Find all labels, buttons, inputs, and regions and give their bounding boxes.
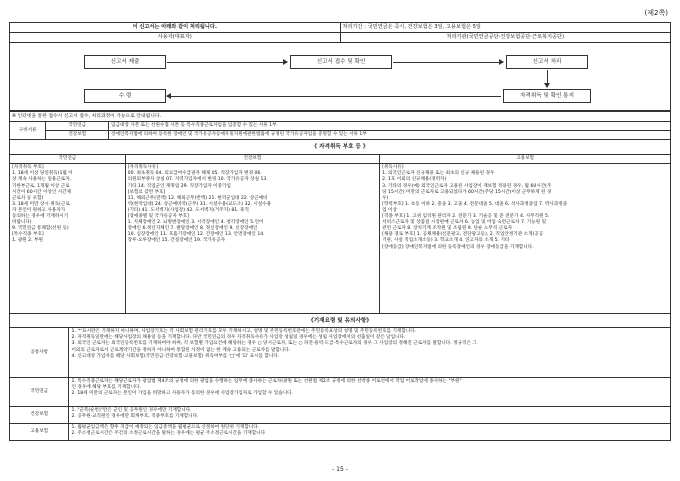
text-line: 2. 공무원·교직원인 경우에만 회계부호, 직종부호를 기재합니다.	[71, 414, 199, 420]
text-line: 2. 18세 미만의 근로자는 본인이 가입을 희망하고 사용자가 동의한 경우에 사업장가입자로 가입할 수 있습니다.	[71, 391, 293, 397]
doc-health-label: 건강보험	[46, 131, 109, 140]
text-line: 관련 근로자 8. 장치기계 조작원 및 조립원 9. 단순 노무직 근로자	[382, 226, 513, 232]
text-line: 서비스근로자 및 상품점 시장판매 근로자 6. 농업 및 어업 숙련근로자 7. 기능원 및	[382, 220, 547, 226]
doc-pension-label: 국민연금	[46, 122, 109, 131]
flow-step-receipt: 수 령	[84, 89, 166, 103]
inst-health-lines	[71, 408, 668, 420]
text-line: 바랍니다)	[12, 220, 32, 226]
text-line: 3. 외국인 근로자는 외국인등록번호를 기재하여야 하며, 각 보험별 가입요건에 해당하는 경우 ○ 당시근로자, 또는 ○ 파견·용역·도급·특수근로자의 경우 그 사업장의 정해진 근로자를 말합니다. 정규직은 그	[71, 341, 477, 347]
text-line: 인 경우에 해당 부호를 기재합니다.	[71, 385, 141, 391]
text-line: 업 이상	[382, 207, 397, 213]
required-documents	[9, 111, 671, 140]
text-line: [장애종별 및 국가유공자 부호]	[127, 214, 189, 220]
text-line: 2. 주소정근로시간은 주간의 소정근로시간을 말하는 경우에는 평균 주소정근로시간을 기재합니다	[71, 431, 266, 437]
codes-employment-header: 고용보험	[380, 155, 671, 164]
instructions-title: 《기재요령 및 유의사항》	[9, 314, 671, 327]
text-line: 기타 14. 직업군인 재취업 29. 직장가입자 이중가입	[127, 183, 231, 189]
codes-employment-cell	[380, 164, 671, 314]
text-line: [자격취득사유]	[127, 165, 158, 171]
doc-health-text: 장애인복지법에 의하여 등록한 장애인 및 국가유공자등예우및지원에관한법률에 규정된 국가유공자임을 증명할 수 있는 서류 1부	[109, 131, 671, 140]
applicant-label: 사용자(대표자)	[10, 33, 341, 43]
codes-table	[9, 154, 671, 314]
common-lines	[71, 329, 668, 359]
page-title: 이 신고서는 아래와 같이 처리됩니다.	[10, 23, 341, 33]
text-line: [특수직종 부호]	[12, 232, 44, 238]
form-number: (제2쪽)	[644, 9, 668, 17]
text-line: 1. 외국인근로자 신규채용 또는 최초의 신규 채용된 경우	[382, 171, 495, 177]
text-line: 1. "군복(순번)"란은 군인 및 공무원인 경우에만 기재합니다.	[71, 408, 192, 414]
codes-health-header: 건강보험	[125, 155, 379, 164]
flow-step-receive: 신고서 접수 및 확인	[290, 55, 392, 69]
text-line: 시간이 60시간 이상인 시간제	[12, 189, 72, 195]
flow-step-notify: 자격취득 및 확인 통지	[503, 89, 591, 103]
processing-period: 처리기간 : 국민연금은 즉시, 건강보험은 3일, 고용보험은 5일	[340, 23, 671, 33]
text-line: [채용 경로 부호] 1. 공채채용(신문광고, 전단광고등), 2. 직업안정기관 소개(공공	[382, 232, 544, 238]
pension-code-lines	[12, 165, 123, 244]
text-line: 1. '*'표시란은 기재하지 아니하며, 사업장기호는 각 사회보험 관리기호를 모두 기재하시고, 성명 및 주민등록번호란에는 주민등록표상의 성명 및 주민등록번호를 기재합니다.	[71, 329, 417, 335]
inst-employment-lines	[71, 425, 668, 437]
text-line: 1. 특수직종근로자는 해당근로자가 광업법 제4조의 규정에 의한 광업을 수행하는 업무에 종사하는 근로자(광원 또는 선원법 제2조 규정에 의한 선박종 어로선에서 작업 어로작업에 종사하는 "부원"	[71, 379, 462, 385]
text-line: 우)	[382, 195, 389, 201]
text-line: 4. 신고대상 가입자를 해당 사회보험(국민연금·건강보험·고용보험) 취득여부를 '□'에 '☑' 표시를 합니다.	[71, 353, 280, 359]
agency-label: 처리기관(국민연금공단·건강보험공단·근로복지공단)	[340, 33, 671, 43]
doc-pension-text: 임금대장 사본 또는 선원수첩 사본 등 특수직종근로자임을 입증할 수 있는 서류 1부	[109, 122, 671, 131]
instructions-table	[9, 327, 671, 441]
text-line: 동의하는 경우에 기재하시기	[12, 214, 69, 220]
inst-employment-label: 고용보험	[10, 424, 69, 441]
text-line: 역(현역입대) 24. 상근예비역(근무) 31. 시설수용(교도소) 32. 시설수용	[127, 201, 272, 207]
form-page	[9, 22, 671, 441]
text-line: [학력부호] 1. 초등 이하 2. 중졸 3. 고졸 4. 전문대졸 5. 대졸 6. 석사과정졸업 7. 박사과정졸	[382, 201, 568, 207]
process-flow	[9, 43, 671, 111]
text-line: 장애인 6.정신지체인 7. 발달장애인 8. 정신장애인 9. 신장장애인	[127, 226, 258, 232]
flow-arrow-right-1	[167, 62, 287, 63]
text-line: 기한부근로, 1개월 이상 근로	[12, 183, 70, 189]
text-line: 의원외부양자 상실 07. 지역가입자에서 변경 10. 국가유공자 상실 13.	[127, 177, 268, 183]
text-line: 자 본인이 원하고 사용자가	[12, 207, 66, 213]
page-number: - 15 -	[332, 466, 348, 473]
text-line: 근로자 등 포함)	[12, 195, 44, 201]
text-line: [취득사유]	[382, 165, 404, 171]
text-line: [직종 부호] 1. 고위 임직원 관리자 2. 전문가 3. 기술공 및 준 전문가 4. 사무직원 5.	[382, 214, 550, 220]
text-line: 10. 심장장애인 11. 호흡기장애인 12. 간장애인 13. 안면장애인 14.	[127, 232, 265, 238]
text-line: 2. 자격취득일란에는 해당사업장의 채용일 등을 기재합니다. 다만 국민연금의 경우 자격취득사유가 사업장 성립일 경우에는 성립 사업장에서의 선출일이 같은 날입니다.	[71, 335, 406, 341]
text-line: 11. 해외근무(전액) 12. 해외근무(반액) 21. 현역군입대 22. 상근예비	[127, 195, 268, 201]
text-line: 상 계속 사용하는 일용근로자,	[12, 177, 72, 183]
codes-pension-cell	[10, 164, 126, 314]
flow-step-process: 신고서 처리	[506, 55, 588, 69]
text-line: 이외의 근로자로서 근로계약기간을 정하지 아니하여 통합된 사정이 없는 한 계속 고용되는 근로자를 말합니다.	[71, 347, 291, 353]
text-line: 3. 기타의 경우(예) 외국인근로자 고용된 사업장이 재보험 적용된 경우, 월 60시간(주	[382, 183, 552, 189]
text-line: 9. 국민연금 통폐합(선원 등)	[12, 226, 69, 232]
codes-pension-header: 국민연금	[10, 155, 126, 164]
text-line: 기관, 사설 직업소개소등) 3. 학교소개 4. 연고자의 소개 5. 기타	[382, 238, 510, 244]
codes-title: 《 자격취득 부호 등 》	[9, 140, 671, 154]
inst-health-label: 건강보험	[10, 407, 69, 424]
codes-health-cell	[125, 164, 379, 314]
text-line: 당 15시간) 미만의 근로자로 고용되었다가 60시간(주당 15시간)이상 근무하게 된 경	[382, 189, 552, 195]
text-line: 1. 18세 이상 당연취득(1월 이	[12, 171, 73, 177]
documents-label: 구비서류	[10, 122, 46, 140]
common-label: 공통사항	[10, 328, 69, 378]
text-line: 3. 18세 미만 상시 취득(근로	[12, 201, 70, 207]
text-line: [자격취득 부호]	[12, 165, 44, 171]
text-line: [장애등급] 장애인복지법에 의한 등록장애인의 경우 장애등급을 기재합니다.	[382, 244, 534, 250]
health-code-lines	[128, 165, 377, 244]
text-line: 2. 1호 이외의 신규채용(경력자)	[382, 177, 447, 183]
flow-arrow-left	[167, 96, 501, 97]
processing-header	[9, 22, 671, 43]
online-notice: ※ 인터넷을 통한 접수시 신고서 접수, 처리과정이 가능으로 안내됩니다.	[10, 112, 671, 122]
text-line: 00. 최초취득 04. 의료급여수급권자 해제 05. 직장가입자 변경 06.	[127, 171, 262, 177]
text-line: 1. 광원 2. 부원	[12, 238, 43, 244]
inst-pension-label: 국민연금	[10, 378, 69, 407]
text-line: 장루·요루장애인 15. 간질장애인 19. 국가유공자	[127, 238, 226, 244]
flow-arrow-right-2	[393, 62, 503, 63]
inst-pension-lines	[71, 379, 668, 397]
text-line: 1. 월평균임금액은 향후 지급이 예정되는 임금총액을 월평균으로 산정하여 원단위 기재합니다.	[71, 425, 260, 431]
flow-arrow-down	[547, 70, 548, 87]
employment-code-lines	[382, 165, 668, 250]
text-line: 1. 지체장애인 2. 뇌병변장애인 3. 시각장애인 4. 청각장애인 5.언어	[127, 220, 264, 226]
flow-step-submit: 신고서 제출	[84, 55, 166, 69]
text-line: (기타) 41. 도서벽지(사업장) 42. 도서벽지(거주지) 81. 휴직	[127, 207, 249, 213]
text-line: [보험료 감면 부호]	[127, 189, 166, 195]
